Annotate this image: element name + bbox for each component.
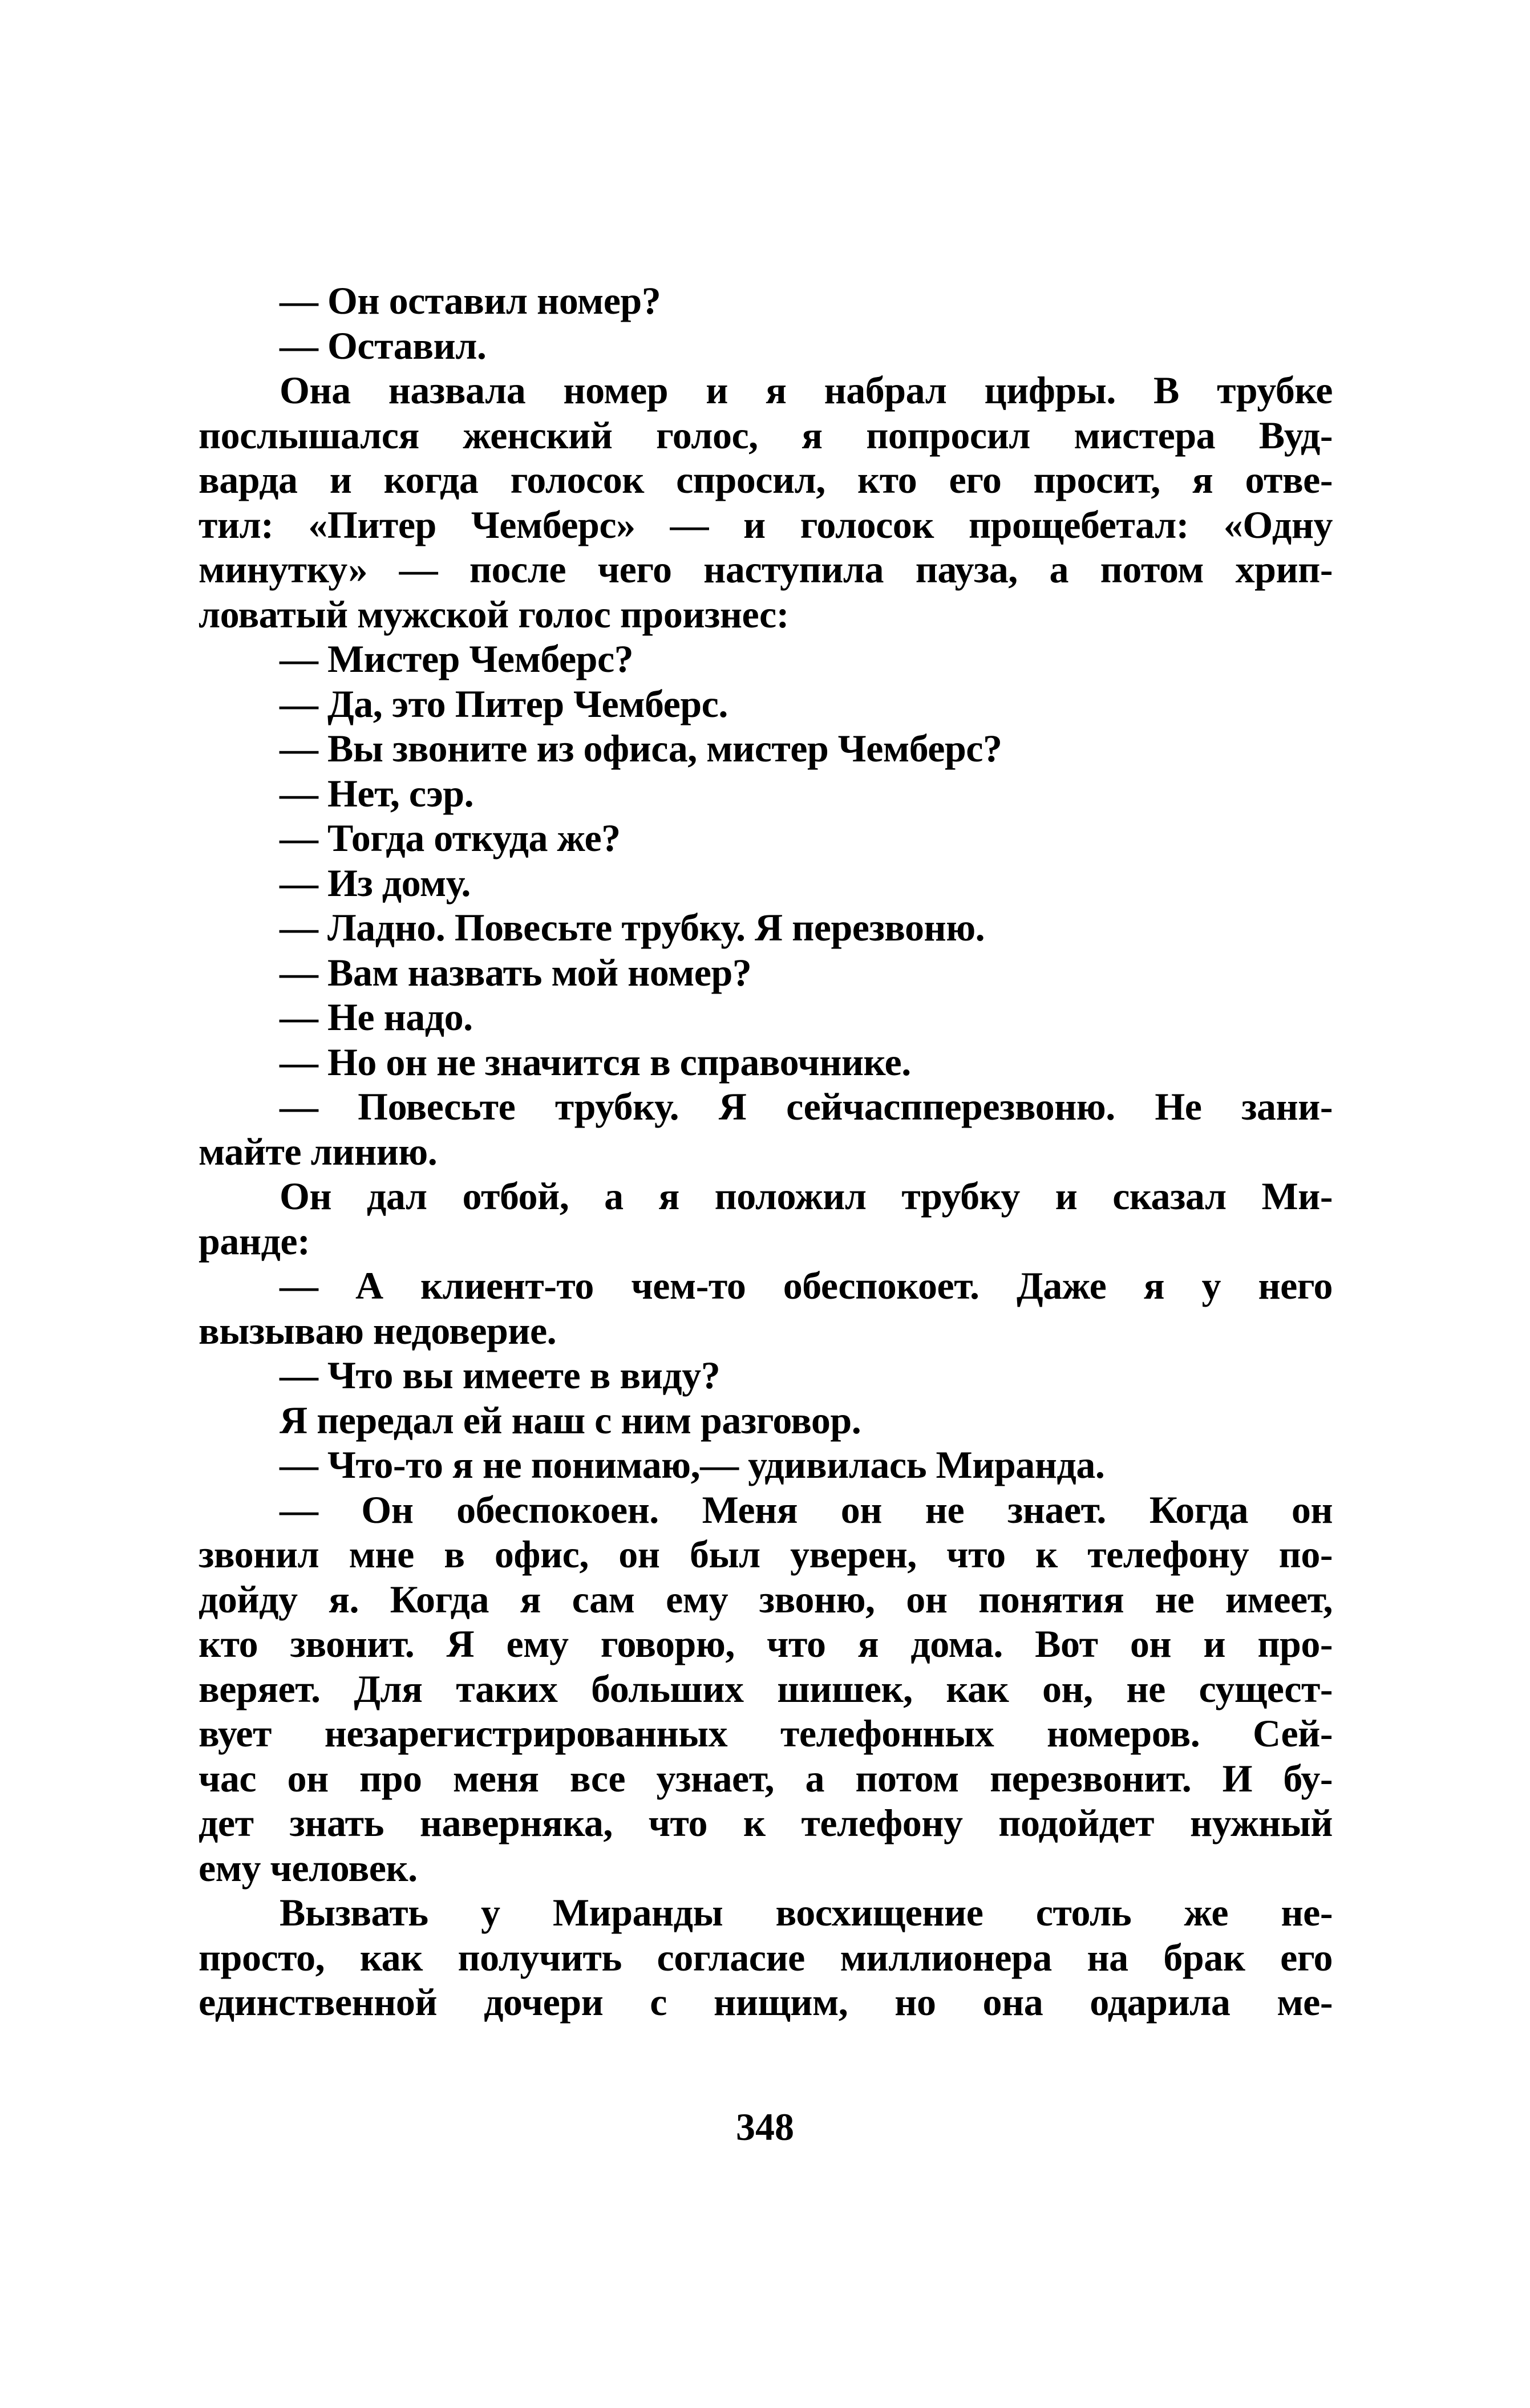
text-line: просто, как получить согласие миллионера на брак его: [199, 1935, 1333, 1979]
page-body: [199, 278, 1333, 2025]
text-line: — Тогда откуда же?: [280, 816, 621, 860]
text-line: дойду я. Когда я сам ему звоню, он понятия не имеет,: [199, 1577, 1333, 1621]
text-line: звонил мне в офис, он был уверен, что к телефону по-: [199, 1533, 1333, 1576]
text-line: — Нет, сэр.: [280, 771, 474, 815]
text-line: веряет. Для таких больших шишек, как он, не сущест-: [199, 1667, 1333, 1710]
text-line: кто звонит. Я ему говорю, что я дома. Вот он и про-: [199, 1622, 1333, 1665]
text-line: вует незарегистрированных телефонных номеров. Сей-: [199, 1712, 1333, 1755]
text-line: — Вам назвать мой номер?: [280, 950, 752, 994]
text-line: — Он оставил номер?: [280, 279, 661, 322]
text-line: — Повесьте трубку. Я сейчаспперезвоню. Не зани-: [280, 1085, 1333, 1128]
text-line: — Оставил.: [280, 323, 487, 367]
text-line: — Вы звоните из офиса, мистер Чемберс?: [280, 727, 1002, 770]
text-line: вызываю недоверие.: [199, 1308, 557, 1352]
text-line: ему человек.: [199, 1846, 418, 1890]
text-line: единственной дочери с нищим, но она одарила ме-: [199, 1980, 1333, 2024]
text-line: Вызвать у Миранды восхищение столь же не-: [280, 1891, 1333, 1934]
text-line: варда и когда голосок спросил, кто его просит, я отве-: [199, 458, 1333, 501]
text-line: минутку» — после чего наступила пауза, а потом хрип-: [199, 548, 1333, 591]
page-number: 348: [736, 2105, 794, 2148]
text-line: — Но он не значится в справочнике.: [280, 1040, 911, 1084]
text-line: ранде:: [199, 1219, 310, 1263]
text-line: — Мистер Чемберс?: [280, 637, 634, 680]
text-line: Она назвала номер и я набрал цифры. В трубке: [280, 368, 1333, 412]
text-line: — Да, это Питер Чемберс.: [280, 682, 728, 725]
text-line: майте линию.: [199, 1129, 438, 1173]
text-line: — А клиент-то чем-то обеспокоет. Даже я у него: [280, 1264, 1333, 1307]
text-line: час он про меня все узнает, а потом перезвонит. И бу-: [199, 1756, 1333, 1800]
text-line: дет знать наверняка, что к телефону подойдет нужный: [199, 1801, 1333, 1844]
text-line: — Что-то я не понимаю,— удивилась Миранда.: [280, 1443, 1105, 1486]
text-line: — Ладно. Повесьте трубку. Я перезвоню.: [280, 906, 985, 949]
text-line: — Из дому.: [280, 861, 471, 905]
text-line: — Не надо.: [280, 995, 473, 1039]
text-line: Он дал отбой, а я положил трубку и сказал Ми-: [280, 1174, 1333, 1218]
text-line: послышался женский голос, я попросил мистера Вуд-: [199, 413, 1333, 457]
text-line: — Что вы имеете в виду?: [280, 1353, 721, 1397]
text-line: Я передал ей наш с ним разговор.: [280, 1398, 861, 1442]
text-line: — Он обеспокоен. Меня он не знает. Когда он: [280, 1487, 1333, 1531]
text-line: ловатый мужской голос произнес:: [199, 592, 789, 636]
text-line: тил: «Питер Чемберс» — и голосок прощебетал: «Одну: [199, 502, 1333, 546]
